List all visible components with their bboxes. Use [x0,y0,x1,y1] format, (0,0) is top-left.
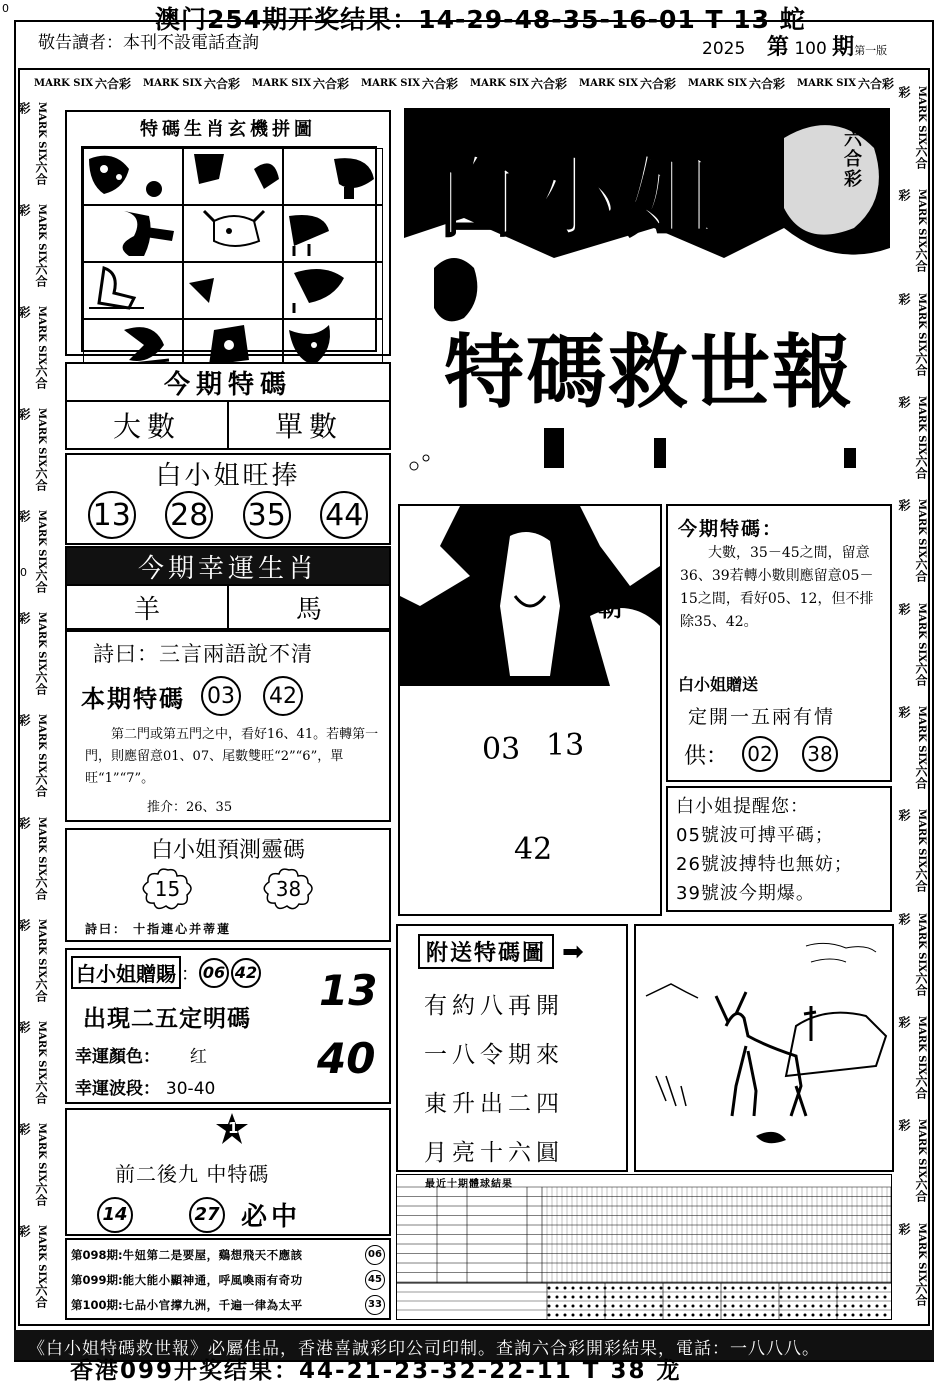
mark-six-label [897,1010,930,1113]
mark-six-label [897,1217,930,1320]
mark-six-text: MARK SIX [361,77,420,89]
bottom-result-banner: 香港099开奖结果：44-21-23-32-22-11 T 38 龙 [70,1358,682,1384]
mark-six-label [897,493,930,596]
masthead-title-top: 白小姐 [434,145,723,249]
lhc-text: 六合彩 [17,306,48,390]
history-row [71,1267,385,1292]
gift-color-value: 红 [189,1047,207,1067]
mark-six-text: MARK SIX [36,1122,47,1182]
mark-six-text: MARK SIX [916,912,927,972]
mark-six-label [17,1219,50,1321]
lhc-text: 六合彩 [897,292,928,376]
mark-six-text: MARK SIX [916,1222,927,1282]
attached-line: 有約八再開 [424,993,564,1019]
mark-six-border-right [897,80,930,1320]
issue-suffix: 期 [832,35,855,60]
photo-number-3: 42 [514,832,553,867]
star-badge [215,1112,249,1146]
lhc-text: 六合彩 [17,918,48,1002]
lhc-text: 六合彩 [897,395,928,479]
this-period-right: 單數 [274,410,343,443]
mark-six-label [17,198,50,300]
mark-six-text: MARK SIX [252,77,311,89]
lhc-text: 六合彩 [17,204,48,288]
bai-wang-title: 白小姐旺捧 [155,460,301,491]
mark-six-label [355,72,464,94]
reminder-line: 05號波可搏平碼； [676,825,834,846]
mark-six-label [17,811,50,913]
mark-six-label [897,700,930,803]
attached-line: 一八令期來 [424,1042,564,1068]
lhc-text: 六合彩 [897,705,928,789]
spirit-numbers [67,866,389,912]
puzzle-piece [283,148,383,205]
gift-colon: ： [181,963,199,985]
mark-six-text: MARK SIX [916,86,927,145]
puzzle-piece [83,148,183,205]
lhc-text: 六合彩 [897,189,928,273]
info-supply-numbers [742,736,838,772]
mark-six-text: MARK SIX [36,102,47,161]
mark-six-label [17,504,50,606]
mark-six-label [17,606,50,708]
special-label: 本期特碼 [81,684,185,713]
special-numbers [201,676,303,716]
front-back-text: 前二後九 中特碼 [115,1162,270,1186]
lhc-text: 六合彩 [897,1222,928,1306]
mark-six-text: MARK SIX [36,408,47,468]
issue-year: 2025 [702,39,746,59]
lhc-text: 六合彩 [897,602,928,686]
info-gift-line: 定開一五兩有情 [688,706,836,728]
attached-panel [396,924,628,1172]
mark-six-text: MARK SIX [36,816,47,876]
photo-panel [398,504,662,916]
number-ball: 27 [189,1197,225,1233]
mark-six-text: MARK SIX [916,292,927,352]
mark-six-label [897,597,930,700]
flower-number: 38 [275,877,302,901]
mark-six-label [573,72,682,94]
number-ball: 42 [263,676,303,716]
deer-artwork [636,926,892,1170]
history-row [71,1292,385,1317]
lhc-text: 六合彩 [897,499,928,583]
masthead-badge: 六合彩 [844,129,862,190]
mark-six-label [682,72,791,94]
number-ball: 06 [199,958,229,988]
lhc-text: 六合彩 [203,76,240,91]
history-number: 33 [365,1295,385,1315]
mark-six-text: MARK SIX [916,809,927,869]
gift-color-label: 幸運顏色： [75,1047,160,1067]
lhc-text: 六合彩 [748,76,785,91]
spirit-poem: 詩曰： 十指連心并蒂蓮 [85,922,232,936]
recent-table-grid [397,1175,891,1319]
gift-wave-value: 30-40 [165,1079,216,1099]
gift-big-number-1: 13 [319,966,378,1015]
number-ball: 13 [88,491,136,539]
this-period-title: 今期特碼 [67,364,389,402]
mark-six-label [17,1015,50,1117]
reminder-panel [666,786,892,912]
history-text: 七品小官撑九洲，千遍一律為太平 [122,1297,303,1312]
poem-panel [65,630,391,822]
mark-six-label [897,183,930,286]
mark-six-label [897,80,930,183]
mark-six-label [791,72,900,94]
mark-six-text: MARK SIX [36,204,47,264]
mark-six-label [17,1117,50,1219]
mark-six-label [246,72,355,94]
mark-six-label [464,72,573,94]
mark-six-text: MARK SIX [916,705,927,765]
mark-six-label [897,1113,930,1216]
history-issue: 第100期 [71,1297,119,1312]
issue-prefix: 第 [766,35,789,60]
info-gift-label: 白小姐贈送 [678,675,759,694]
corner-mark-mid: 0 [20,566,27,579]
mark-six-label [17,96,50,198]
deer-picture [634,924,894,1172]
zodiac-puzzle-panel [65,110,391,356]
number-ball: 02 [742,736,778,772]
puzzle-grid [81,146,377,352]
mark-six-text: MARK SIX [916,499,927,559]
lucky-zodiac-right: 馬 [295,594,322,625]
flower-number: 15 [154,877,181,901]
history-colon: : [118,1272,123,1287]
star-digit: 1 [228,1119,239,1137]
mark-six-text: MARK SIX [36,1020,47,1080]
history-text: 牛妞第二是要屋，鷄想飛天不應該 [122,1247,303,1262]
flower-number-badge [262,866,316,912]
mark-six-label [28,72,137,94]
lhc-text: 六合彩 [312,76,349,91]
number-ball: 35 [243,491,291,539]
lucky-zodiac-title: 今期幸運生肖 [67,548,389,584]
info-panel [666,504,892,782]
bai-wang-numbers [67,491,389,539]
mark-six-text: MARK SIX [36,714,47,774]
history-panel [65,1238,391,1320]
notice-text: 敬告讀者：本刊不設電話查詢 [38,33,259,53]
mark-six-text: MARK SIX [797,77,856,89]
masthead-title-bottom: 特碼救世報 [444,325,854,419]
puzzle-piece [183,205,283,262]
lhc-text: 六合彩 [530,76,567,91]
mark-six-border-left [17,96,50,1321]
edition-label: 第一版 [854,44,888,57]
mark-six-label [897,907,930,1010]
mark-six-text: MARK SIX [579,77,638,89]
lhc-text: 六合彩 [17,612,48,696]
attached-lines [424,982,564,1178]
mark-six-text: MARK SIX [36,510,47,570]
photo-number-1: 03 [482,732,521,767]
lhc-text: 六合彩 [897,1015,928,1099]
gift-panel [65,948,391,1104]
mark-six-label [897,390,930,493]
this-period-panel [65,362,391,450]
lhc-text: 六合彩 [897,912,928,996]
mark-six-text: MARK SIX [688,77,747,89]
puzzle-piece [183,262,283,319]
info-title: 今期特碼： [678,518,784,540]
number-ball: 42 [231,958,261,988]
spirit-panel [65,828,391,942]
puzzle-title: 特碼生肖玄機拼圖 [140,119,316,140]
front-back-numbers [97,1197,225,1233]
mark-six-label [17,300,50,402]
mark-six-text: MARK SIX [36,306,47,366]
top-result-banner: 澳门254期开奖结果：14-29-48-35-16-01 T 13 蛇 [155,5,806,34]
mark-six-label [897,803,930,906]
lhc-text: 六合彩 [421,76,458,91]
history-issue: 第098期 [71,1247,119,1262]
lhc-text: 六合彩 [17,1224,48,1308]
gift-numbers [199,958,261,988]
recent-table-title: 最近十期體球結果 [425,1179,513,1190]
mark-six-border-top [28,72,898,94]
lhc-text: 六合彩 [17,510,48,594]
issue-info [702,30,887,61]
gift-big-number-2: 40 [317,1034,376,1083]
gift-line1: 出現二五定明碼 [83,1006,251,1032]
reminder-line: 白小姐提醒您： [676,796,809,817]
mark-six-label [17,708,50,810]
must-win-label: 必中 [241,1202,302,1232]
lucky-zodiac-left: 羊 [67,586,229,628]
lhc-text: 六合彩 [17,1020,48,1104]
lucky-zodiac-panel [65,546,391,630]
mark-six-label [17,913,50,1015]
mark-six-text: MARK SIX [34,77,93,89]
puzzle-piece [183,148,283,205]
masthead [404,108,890,486]
lhc-text: 六合彩 [639,76,676,91]
corner-mark-top: 0 [2,2,9,15]
number-ball: 38 [802,736,838,772]
lhc-text: 六合彩 [897,1119,928,1203]
attached-line: 月亮十六圓 [424,1140,564,1166]
mark-six-text: MARK SIX [916,189,927,249]
lhc-text: 六合彩 [17,102,48,185]
mark-six-label [17,402,50,504]
info-body: 大數，35－45之間，留意36、39若轉小數則應留意05－15之間，看好05、12，但不排除35、42。 [680,545,874,630]
issue-number: 100 [794,39,827,59]
bai-wang-panel [65,453,391,545]
history-colon: : [118,1297,123,1312]
puzzle-piece [83,262,183,319]
footer-text: 《白小姐特碼救世報》必屬佳品，香港喜誠彩印公司印制。查詢六合彩開彩結果，電話：一八八八。 [28,1339,820,1359]
history-number: 45 [365,1270,385,1290]
lhc-text: 六合彩 [897,86,928,169]
mark-six-text: MARK SIX [470,77,529,89]
reminder-line: 39號波今期爆。 [676,883,815,904]
front-back-panel [65,1108,391,1236]
puzzle-piece [283,262,383,319]
poem-text: 第二門或第五門之中，看好16、41。若轉第一門，則應留意01、07、尾數雙旺“2”“6”，單旺“1”“7”。 [85,727,379,786]
mark-six-text: MARK SIX [36,1224,47,1284]
attached-title: 附送特碼圖 [418,934,554,969]
recent-results-table [396,1174,892,1320]
history-number: 06 [365,1245,385,1265]
mark-six-text: MARK SIX [143,77,202,89]
reminder-line: 26號波搏特也無妨； [676,854,853,875]
mark-six-label [897,287,930,390]
history-issue: 第099期 [71,1272,119,1287]
recommend-text: 推介：26、35 [147,800,233,815]
mark-six-text: MARK SIX [916,602,927,662]
number-ball: 03 [201,676,241,716]
number-ball: 28 [165,491,213,539]
lhc-text: 六合彩 [17,714,48,798]
lhc-text: 六合彩 [17,1122,48,1206]
lhc-text: 六合彩 [17,816,48,900]
number-ball: 14 [97,1197,133,1233]
spirit-title: 白小姐預測靈碼 [150,837,305,863]
mark-six-text: MARK SIX [916,1119,927,1179]
photo-overlay-text: 朝 [598,593,622,622]
mark-six-text: MARK SIX [36,918,47,978]
puzzle-piece [283,205,383,262]
this-period-left: 大數 [67,402,229,448]
arrow-icon: ➡ [562,936,584,967]
mark-six-label [137,72,246,94]
puzzle-piece [83,205,183,262]
mark-six-text: MARK SIX [916,1015,927,1075]
photo-number-2: 13 [546,728,585,763]
history-colon: : [118,1247,123,1262]
flower-number-badge [141,866,195,912]
reminder-lines [668,788,890,912]
lhc-text: 六合彩 [94,76,131,91]
info-supply-label: 供： [684,743,729,769]
mark-six-text: MARK SIX [916,395,927,455]
lhc-text: 六合彩 [897,809,928,893]
history-list [67,1240,389,1319]
gift-title: 白小姐贈賜 [71,956,181,989]
gift-wave-label: 幸運波段： [75,1079,160,1099]
attached-line: 東升出二四 [424,1091,564,1117]
lhc-text: 六合彩 [857,76,894,91]
history-row [71,1242,385,1267]
lhc-text: 六合彩 [17,408,48,492]
number-ball: 44 [320,491,368,539]
mark-six-text: MARK SIX [36,612,47,672]
history-text: 能大能小顯神通，呼風喚雨有奇功 [122,1272,303,1287]
poem-line: 詩曰：三言兩語說不清 [93,642,313,666]
